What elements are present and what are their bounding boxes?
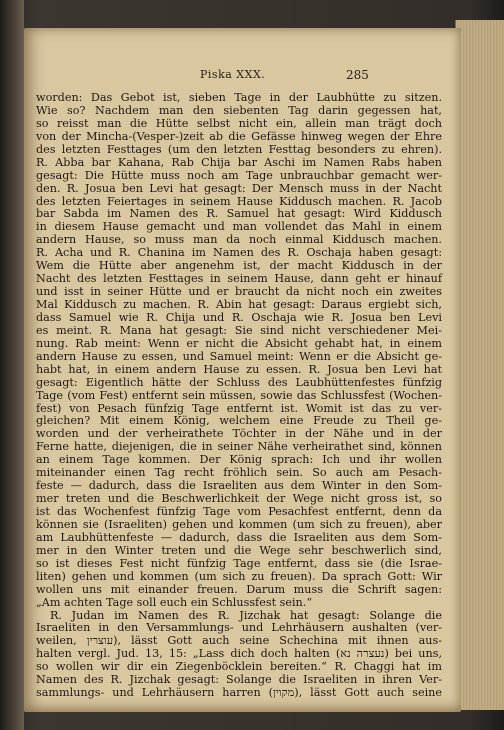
text-line: Ferne hatte, diejenigen, die in seiner Nähe verheirathet sind, können [36, 440, 442, 454]
text-line: weilen, עוצרין), lässt Gott auch seine Schechina mit ihnen aus- [36, 634, 442, 648]
text-line: liten) gehen und kommen (um sich zu freuen). Da sprach Gott: Wir [36, 569, 442, 583]
text-line: nung. Rab meint: Wenn er nicht die Absicht gehabt hat, in einem [36, 336, 442, 350]
text-line: ist das Wochenfest fünfzig Tage vom Pesachfest entfernt, denn da [36, 505, 442, 518]
text-line: worden: Das Gebot ist, sieben Tage in der Laubhütte zu sitzen. [36, 91, 442, 104]
text-line: gesagt: Die Hütte muss noch am Tage unbrauchbar gemacht wer- [36, 168, 442, 182]
text-line: und isst in seiner Hütte und er braucht da nicht noch ein zweites [36, 285, 442, 299]
text-line: halten vergl. Jud. 13, 15: „Lass dich doch halten (נעצרה נא) bei uns, [36, 647, 443, 661]
text-line: feste — dadurch, dass die Israeliten aus dem Winter in den Som- [36, 479, 442, 493]
text-line: von der Mincha-(Vesper-)zeit ab die Gefässe hinweg wegen der Ehre [36, 129, 442, 143]
book-binding [0, 0, 24, 730]
text-line: des letzten Feiertages in seinem Hause Kiddusch machen. R. Jacob [36, 194, 442, 208]
page-number: 285 [346, 68, 369, 82]
text-line: in diesem Hause gemacht und man vollendet das Mahl in einem [36, 220, 442, 234]
text-line: andern Hause, so muss man da noch einmal Kiddusch machen. [36, 233, 442, 247]
body-text [36, 92, 442, 700]
text-line: gesagt: Eigentlich hätte der Schluss des Laubhüttenfestes fünfzig [36, 375, 442, 389]
running-head: Piska XXX. [200, 68, 266, 81]
text-line: mer treten und die Beschwerlichkeit der Wege nicht gross ist, so [36, 492, 442, 506]
text-line: R. Abba bar Kahana, Rab Chija bar Aschi im Namen Rabs haben [36, 155, 442, 169]
text-line: „Am achten Tage soll euch ein Schlussfest sein.“ [36, 595, 313, 609]
text-line: R. Judan im Namen des R. Jizchak hat gesagt: Solange die [50, 608, 442, 622]
text-line: Israeliten in den Versammlungs- und Lehrhäusern aushalten (ver- [36, 621, 442, 635]
text-line: Mal Kiddusch zu machen. R. Abin hat gesagt: Daraus ergiebt sich, [36, 298, 442, 311]
text-line: wollen uns mit einander freuen. Darum muss die Schrift sagen: [36, 582, 442, 596]
text-line: Nacht des letzten Festtages in seinem Hause, dann geht er hinauf [36, 272, 442, 286]
text-line: miteinander einen Tag recht fröhlich sein. So auch am Pesach- [36, 466, 442, 480]
text-line: andern Hause zu essen, und Samuel meint: Wenn er die Absicht ge- [36, 349, 442, 363]
text-line: gleichen? Mit einem König, welchem eine Freude zu Theil ge- [36, 414, 442, 428]
text-line: habt hat, in einem andern Hause zu essen. R. Josua ben Levi hat [36, 362, 442, 376]
text-line: Tage (vom Fest) entfernt sein müssen, sowie das Schlussfest (Wochen- [36, 388, 442, 402]
text-line: können sie (Israeliten) gehen und kommen (um sich zu freuen), aber [36, 517, 442, 531]
text-line: dass Samuel wie R. Chija und R. Oschaja wie R. Josua ben Levi [36, 310, 442, 324]
text-line: den. R. Josua ben Levi hat gesagt: Der Mensch muss in der Nacht [36, 181, 442, 195]
text-line: Namen des R. Jizchak gesagt: Solange die Israeliten in ihren Ver- [36, 673, 442, 687]
text-line: Wie so? Nachdem man den siebenten Tag darin gegessen hat, [36, 103, 442, 117]
book-page [24, 28, 461, 712]
text-line: so reisst man die Hütte selbst nicht ein, allein man trägt doch [36, 116, 442, 130]
text-line: fest) von Pesach fünfzig Tage entfernt ist. Womit ist das zu ver- [36, 401, 442, 415]
text-line: es meint. R. Mana hat gesagt: Sie sind nicht verschiedener Mei- [36, 323, 442, 337]
text-line: Wem die Hütte aber angenehm ist, der macht Kiddusch in der [36, 259, 442, 273]
text-line: mer in den Winter treten und die Wege sehr beschwerlich sind, [36, 543, 442, 557]
text-line: sammlungs- und Lehrhäusern harren (מקוין), lässt Gott auch seine [36, 686, 442, 700]
text-line: am Laubhüttenfeste — dadurch, dass die Israeliten aus dem Som- [36, 530, 442, 544]
text-line: worden und der verheirathete Töchter in der Nähe und in der [36, 427, 442, 441]
text-line: so ist dieses Fest nicht fünfzig Tage entfernt, dass sie (die Israe- [36, 556, 442, 570]
text-line: R. Acha und R. Chanina im Namen des R. Oschaja haben gesagt: [36, 246, 442, 260]
text-line: so wollen wir dir ein Ziegenböcklein bereiten.“ R. Chaggi hat im [36, 660, 442, 674]
text-line: des letzten Festtages (um den letzten Festtag besonders zu ehren). [36, 142, 442, 156]
page-edges [455, 20, 504, 710]
text-line: an einem Tage kommen. Der König sprach: Ich und ihr wollen [36, 453, 442, 467]
text-line: bar Sabda im Namen des R. Samuel hat gesagt: Wird Kiddusch [36, 207, 442, 221]
